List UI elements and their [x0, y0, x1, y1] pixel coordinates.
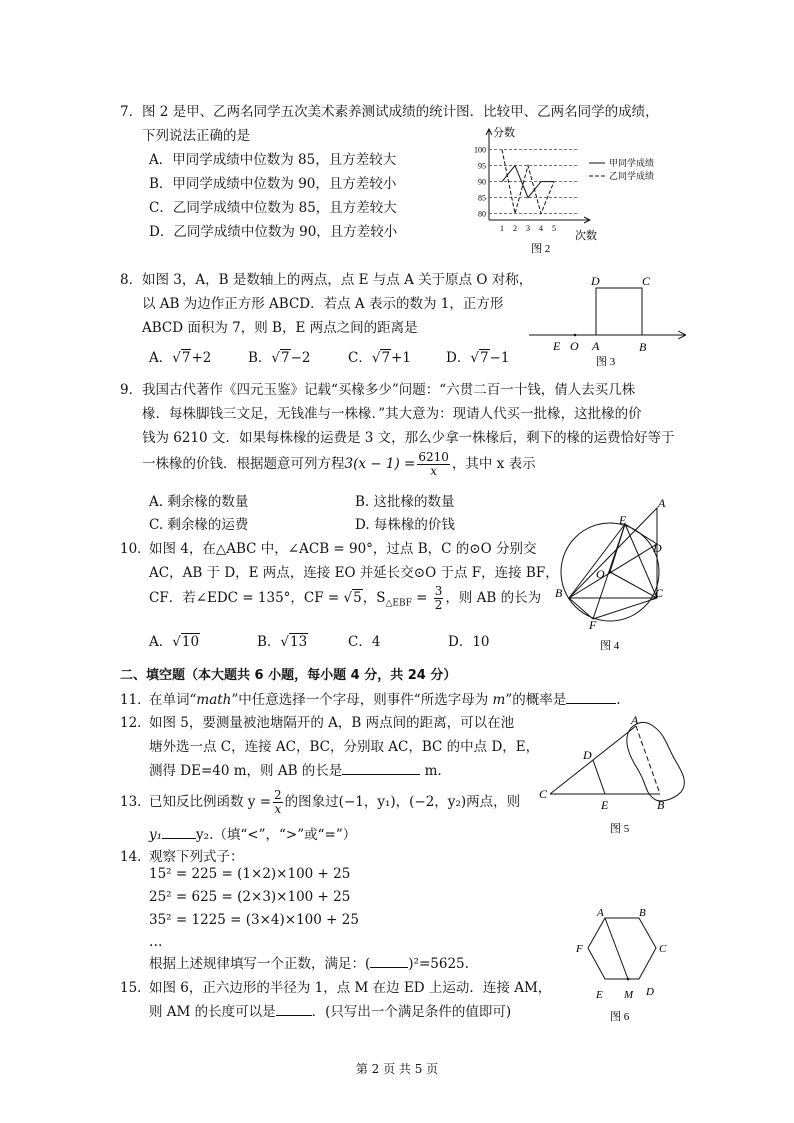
- segment-cf: [593, 598, 657, 619]
- q9-option-a: A. 剩余椽的数量: [149, 494, 249, 510]
- label-c: C: [655, 586, 664, 600]
- q14-eq-2: 25² = 625 = (2×3)×100 + 25: [149, 889, 351, 905]
- q9-line-1: 我国古代著作《四元玉鉴》记载“买椽多少”问题：“六贯二百一十钱，倩人去买几株: [142, 382, 636, 398]
- segment-oc: [610, 572, 657, 598]
- q9-option-c: C. 剩余椽的运费: [149, 517, 249, 533]
- q10-line-1: 如图 4，在△ABC 中，∠ACB = 90°，过点 B，C 的⊙O 分别交: [149, 541, 537, 557]
- y-tick-label-85: 85: [478, 193, 486, 203]
- square-abcd: [596, 288, 642, 335]
- x-axis-label: 次数: [575, 230, 597, 242]
- label-e: E: [553, 339, 561, 353]
- triangle-abc: [569, 508, 657, 598]
- label-d: D: [583, 748, 592, 762]
- q13-line-1: 已知反比例函数 y = $\frac{2}{x}$ 的图象过(−1，y₁)，(−2，y₂)两点，则: [149, 788, 521, 816]
- q8-option-a: A．√7+2: [149, 350, 212, 366]
- label-c: C: [642, 274, 651, 288]
- point-o-dot: [574, 334, 577, 337]
- q7-stem-line-1: 图 2 是甲、乙两名同学五次美术素养测试成绩的统计图．比较甲、乙两名同学的成绩，: [142, 104, 659, 120]
- label-a: A: [597, 907, 604, 919]
- figure-2-caption: 图 2: [531, 243, 551, 255]
- label-e: E: [619, 513, 627, 527]
- q8-number: 8．: [120, 272, 143, 288]
- segment-am: [605, 918, 628, 979]
- label-b: B: [555, 586, 563, 600]
- segment-bf: [569, 598, 593, 619]
- segment-db: [569, 544, 657, 598]
- section-2-heading: 二、填空题（本大题共 6 小题，每小题 4 分，共 24 分）: [120, 668, 457, 683]
- q7-option-d: D．乙同学成绩中位数为 90，且方差较小: [149, 224, 398, 240]
- label-d: D: [646, 986, 654, 998]
- q14-ellipsis: …: [149, 934, 163, 950]
- q15-answer-blank: [276, 1002, 312, 1016]
- q15-line-2: 则 AM 的长度可以是 ．(只写出一个满足条件的值即可): [149, 1004, 512, 1020]
- label-e: E: [596, 989, 603, 1001]
- q11-answer-blank: [566, 690, 616, 704]
- q7-number: 7．: [120, 104, 143, 120]
- q14-eq-1: 15² = 225 = (1×2)×100 + 25: [149, 866, 351, 882]
- q13-number: 13．: [120, 794, 151, 810]
- q14-eq-3: 35² = 1225 = (3×4)×100 + 25: [149, 912, 359, 928]
- q12-line-2: 塘外选一点 C，连接 AC，BC，分别取 AC，BC 的中点 D，E，: [149, 739, 540, 755]
- q7-option-c: C．乙同学成绩中位数为 85，且方差较大: [149, 200, 397, 216]
- figure-3-number-line-square: [525, 272, 693, 370]
- regular-hexagon: [588, 918, 656, 979]
- pond-outline: [627, 722, 685, 801]
- q11-number: 11．: [120, 692, 151, 708]
- q9-option-b: B. 这批椽的数量: [355, 494, 455, 510]
- q8-option-b: B．√7−2: [248, 350, 311, 366]
- label-f: F: [576, 943, 583, 955]
- q10-number: 10．: [120, 541, 151, 557]
- figure-2-line-chart: [445, 122, 655, 258]
- q9-number: 9．: [120, 382, 143, 398]
- q8-option-c: C．√7+1: [348, 350, 411, 366]
- q10-line-3: CF．若∠EDC = 135°，CF = √5，$S_{\triangle EBF}$ = $\frac{3}{2}$ ，则 AB 的长为: [149, 584, 542, 612]
- label-d: D: [591, 274, 600, 288]
- q14-number: 14．: [120, 849, 151, 865]
- page-footer: 第 2 页 共 5 页: [355, 1062, 439, 1076]
- q7-option-b: B．甲同学成绩中位数为 90，且方差较小: [149, 176, 397, 192]
- label-e: E: [601, 798, 609, 812]
- x-tick-label-2: 2: [513, 224, 517, 233]
- y-axis-label: 分数: [493, 127, 515, 139]
- q9-line-4: 一株椽的价钱．根据题意可列方程3(x − 1) = $\frac{6210}{x}$ ，其中 x 表示: [142, 450, 536, 478]
- q12-number: 12．: [120, 715, 151, 731]
- figure-4-circle-triangle: [545, 494, 675, 660]
- label-b: B: [639, 907, 646, 919]
- q10-option-c: C．4: [348, 634, 381, 650]
- figure-5-pond-triangle: [535, 712, 715, 838]
- q13-line-2: y₁ y₂.（填“<”，“>”或“=”）: [149, 827, 357, 843]
- figure-6-caption: 图 6: [610, 1011, 630, 1023]
- q10-line-2: AC，AB 于 D，E 两点，连接 EO 并延长交⊙O 于点 F，连接 BF，: [149, 565, 559, 581]
- y-tick-label-90: 90: [478, 177, 486, 187]
- label-a: A: [631, 713, 639, 727]
- label-a: A: [658, 496, 666, 510]
- x-tick-label-3: 3: [526, 224, 530, 233]
- q10-option-a: A．√10: [149, 634, 200, 650]
- q8-line-3: ABCD 面积为 7，则 B，E 两点之间的距离是: [142, 320, 418, 336]
- figure-5-caption: 图 5: [610, 823, 630, 835]
- q8-line-2: 以 AB 为边作正方形 ABCD．若点 A 表示的数为 1，正方形: [142, 296, 504, 312]
- q11-text: 在单词“math”中任意选择一个字母，则事件“所选字母为 m”的概率是 .: [149, 692, 621, 708]
- label-o: O: [570, 339, 579, 353]
- x-tick-label-5: 5: [552, 224, 556, 233]
- q15-number: 15．: [120, 980, 151, 996]
- legend-label-2: 乙同学成绩: [609, 171, 655, 181]
- label-a: A: [592, 339, 600, 353]
- figure-6-hexagon: [572, 906, 677, 1026]
- q13-answer-blank: [162, 825, 196, 839]
- y-tick-label-95: 95: [478, 161, 486, 171]
- x-tick-label-1: 1: [500, 224, 504, 233]
- q10-option-b: B．√13: [257, 634, 308, 650]
- legend-label-1: 甲同学成绩: [609, 158, 655, 168]
- y-tick-label-100: 100: [474, 145, 486, 155]
- q14-intro: 观察下列式子：: [149, 849, 244, 865]
- q8-line-1: 如图 3，A，B 是数轴上的两点，点 E 与点 A 关于原点 O 对称，: [142, 272, 533, 288]
- q9-line-2: 椽．每株脚钱三文足，无钱准与一株椽．”其大意为：现请人代买一批椽，这批椽的价: [142, 406, 642, 422]
- label-f: F: [589, 618, 597, 632]
- label-c: C: [539, 787, 548, 801]
- figure-4-caption: 图 4: [600, 640, 620, 652]
- segment-ab-dashed: [636, 726, 660, 794]
- label-d: D: [653, 541, 662, 555]
- q7-option-a: A．甲同学成绩中位数为 85，且方差较大: [149, 152, 397, 168]
- label-b: B: [657, 798, 665, 812]
- label-c: C: [659, 943, 667, 955]
- label-m: M: [624, 989, 634, 1001]
- q10-option-d: D．10: [448, 634, 490, 650]
- q8-option-d: D．√7−1: [446, 350, 510, 366]
- q12-line-1: 如图 5，要测量被池塘隔开的 A，B 两点间的距离，可以在池: [149, 715, 515, 731]
- q14-answer-blank: [370, 954, 408, 968]
- q12-line-3: 测得 DE=40 m，则 AB 的长是 m.: [149, 763, 442, 779]
- x-tick-label-4: 4: [539, 224, 543, 233]
- center-o-dot: [609, 571, 612, 574]
- q9-line-3: 钱为 6210 文．如果每株椽的运费是 3 文，那么少拿一株椽后，剩下的椽的运费恰好等于: [142, 430, 675, 446]
- y-tick-label-80: 80: [478, 209, 486, 219]
- q7-stem-line-2: 下列说法正确的是: [142, 128, 250, 144]
- q15-line-1: 如图 6，正六边形的半径为 1，点 M 在边 ED 上运动．连接 AM，: [149, 980, 552, 996]
- q14-rule: 根据上述规律填写一个正数，满足：( )²=5625.: [149, 956, 469, 972]
- q9-option-d: D. 每株椽的价钱: [355, 517, 455, 533]
- point-m-dot: [627, 978, 630, 981]
- q12-answer-blank: [342, 761, 420, 775]
- segment-de: [593, 760, 605, 794]
- label-b: B: [639, 340, 647, 354]
- figure-3-caption: 图 3: [596, 356, 616, 368]
- label-o: O: [596, 567, 605, 581]
